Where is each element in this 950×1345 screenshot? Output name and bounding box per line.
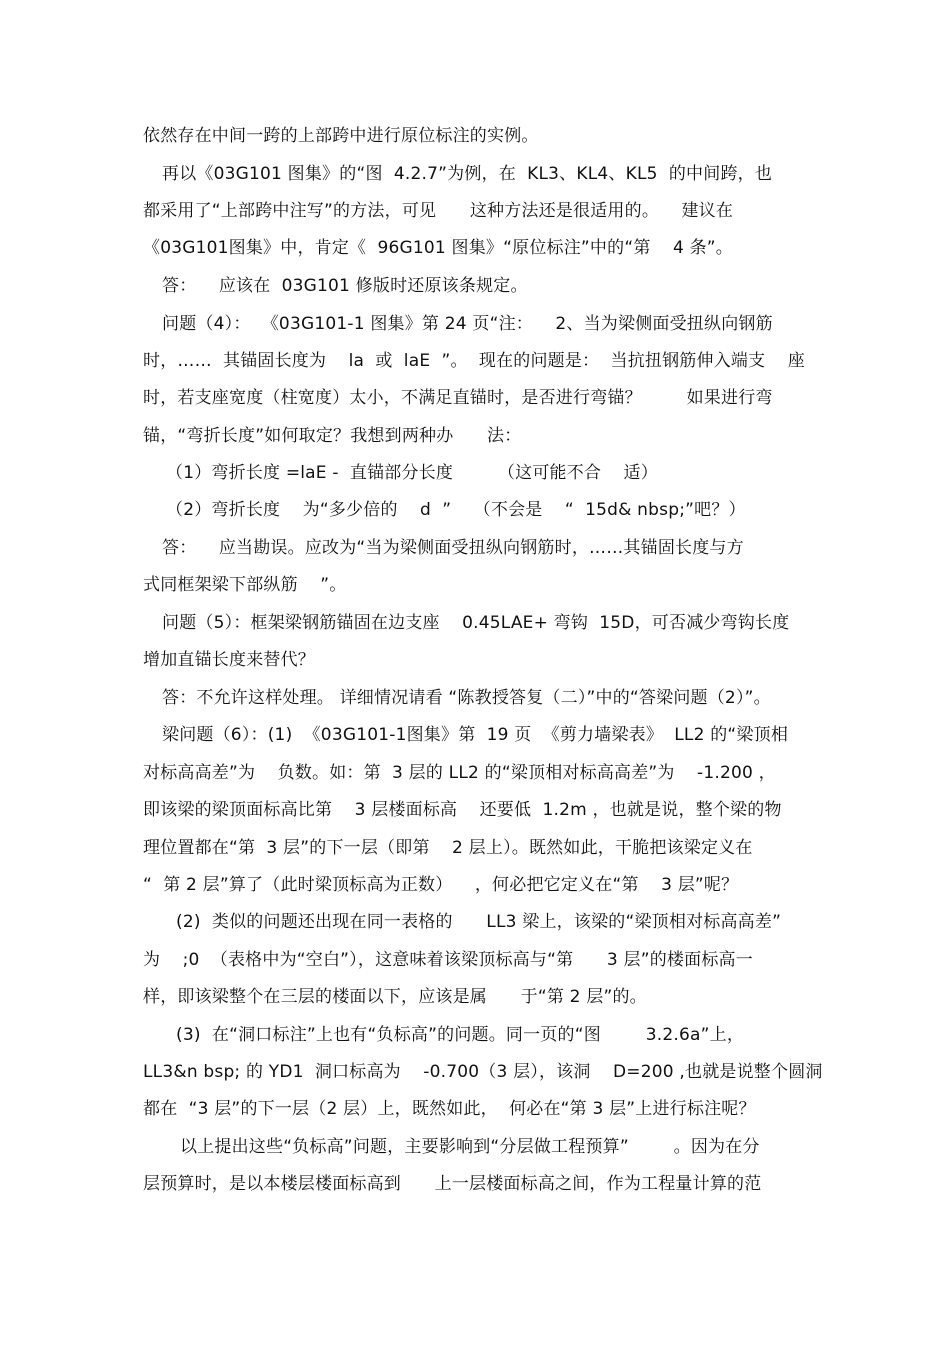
- text-line: 问题（5）：框架梁钢筋锚固在边支座 0.45LAE+ 弯钩 15D，可否减少弯钩长度: [162, 613, 790, 633]
- text-line: (3) 在“洞口标注”上也有“负标高”的问题。同一页的“图 3.2.6a”上，: [176, 1025, 745, 1045]
- text-line: 答： 应当勘误。应改为“当为梁侧面受扭纵向钢筋时，……其锚固长度与方: [162, 538, 744, 558]
- text-line: 对标高高差”为 负数。如：第 3 层的 LL2 的“梁顶相对标高高差”为 -1.200 ，: [143, 763, 776, 783]
- text-line: 即该梁的梁顶面标高比第 3 层楼面标高 还要低 1.2m ，也就是说，整个梁的物: [143, 800, 782, 820]
- text-line: 依然存在中间一跨的上部跨中进行原位标注的实例。: [143, 126, 539, 146]
- text-line: 答：不允许这样处理。 详细情况请看 “陈教授答复（二）”中的“答梁问题（2）”。: [162, 688, 771, 708]
- text-line: （1）弯折长度 =laE - 直锚部分长度 （这可能不合 适）: [166, 463, 658, 483]
- text-line: 《03G101图集》中，肯定《 96G101 图集》“原位标注”中的“第 4 条”。: [143, 238, 733, 258]
- text-line: （2）弯折长度 为“多少倍的 d ” （不会是 “ 15d& nbsp;”吧？）: [166, 500, 746, 520]
- text-line: 时，…… 其锚固长度为 la 或 laE ”。 现在的问题是： 当抗扭钢筋伸入端支 座: [143, 351, 805, 371]
- text-line: 以上提出这些“负标高”问题，主要影响到“分层做工程预算” 。因为在分: [180, 1137, 760, 1157]
- text-line: 都在 “3 层”的下一层（2 层）上，既然如此， 何必在“第 3 层”上进行标注呢？: [143, 1099, 756, 1119]
- text-line: “ 第 2 层”算了（此时梁顶标高为正数） ，何必把它定义在“第 3 层”呢？: [143, 875, 739, 895]
- text-line: 答： 应该在 03G101 修版时还原该条规定。: [162, 276, 528, 296]
- text-line: 时，若支座宽度（柱宽度）太小，不满足直锚时，是否进行弯锚？ 如果进行弯: [143, 388, 773, 408]
- text-line: 为 ;0 （表格中为“空白”），这意味着该梁顶标高与“第 3 层”的楼面标高一: [143, 950, 753, 970]
- text-line: (2) 类似的问题还出现在同一表格的 LL3 梁上，该梁的“梁顶相对标高高差”: [176, 912, 782, 932]
- text-line: 层预算时，是以本楼层楼面标高到 上一层楼面标高之间，作为工程量计算的范: [143, 1174, 762, 1194]
- text-line: 理位置都在“第 3 层”的下一层（即第 2 层上）。既然如此，干脆把该梁定义在: [143, 838, 753, 858]
- text-line: LL3&n bsp; 的 YD1 洞口标高为 -0.700（3 层），该洞 D=200 ,也就是说整个圆洞: [143, 1062, 823, 1082]
- text-line: 式同框架梁下部纵筋 ”。: [143, 575, 347, 595]
- text-line: 样，即该梁整个在三层的楼面以下，应该是属 于“第 2 层”的。: [143, 987, 647, 1007]
- text-line: 都采用了“上部跨中注写”的方法，可见 这种方法还是很适用的。 建议在: [143, 201, 734, 221]
- text-line: 梁问题（6）：(1) 《03G101-1图集》第 19 页 《剪力墙梁表》 LL2 的“梁顶相: [162, 725, 789, 745]
- text-line: 再以《03G101 图集》的“图 4.2.7”为例，在 KL3、KL4、KL5 的中间跨，也: [162, 164, 773, 184]
- text-line: 锚，“弯折长度”如何取定？我想到两种办 法：: [143, 426, 522, 446]
- text-line: 增加直锚长度来替代？: [143, 650, 315, 670]
- text-line: 问题（4）： 《03G101-1 图集》第 24 页“注： 2、当为梁侧面受扭纵向钢筋: [162, 314, 773, 334]
